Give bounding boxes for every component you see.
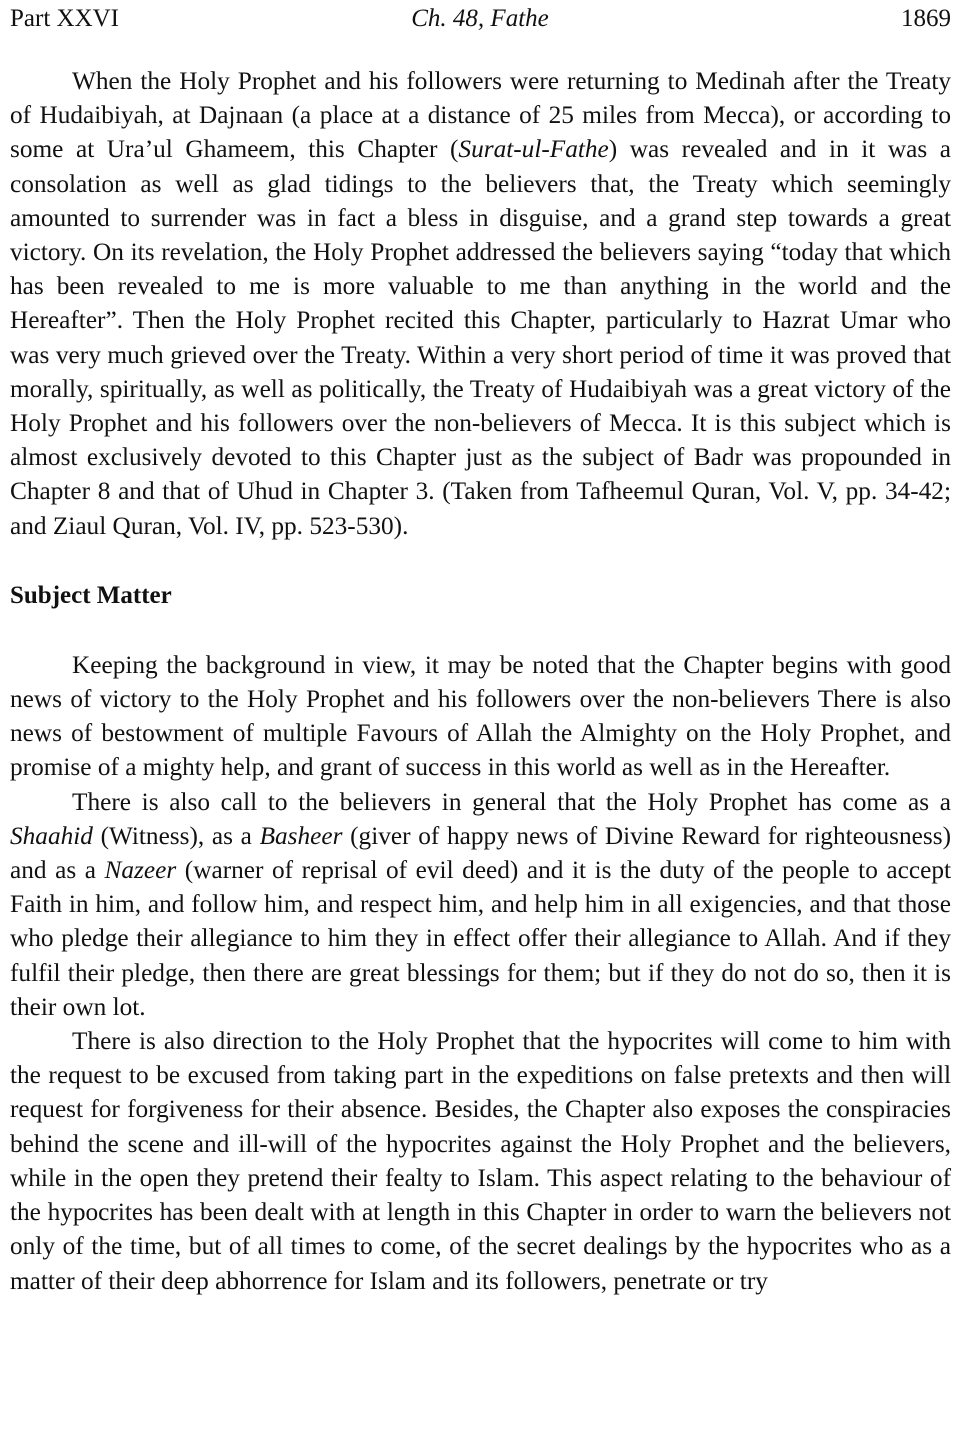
p2-text-3: (giver of happy news of Divine Reward for righteousness) and as a (10, 821, 951, 885)
intro-text-2: ) was revealed and in it was a consolation as well as glad tidings to the believers that, the Treaty which seemingly amounted to surrender was in fact a bless in disguise, and a grand step towards a great victory. On its revelation, the Holy Prophet addressed the believers saying “today that which has been revealed to me is more valuable to me than anything in the world and the Hereafter”. Then the Holy Prophet recited this Chapter, particularly to Hazrat Umar who was very much grieved over the Treaty. Within a very short period of time it was proved that morally, spiritually, as well as politically, the Treaty of Hudaibiyah was a great victory of the Holy Prophet and his followers over the non-believers of Mecca. It is this subject which is almost exclusively devoted to this Chapter just as the subject of Badr was propounded in Chapter 8 and that of Uhud in Chapter 3. (Taken from Tafheemul Quran, Vol. V, pp. 34-42; and Ziaul Quran, Vol. IV, pp. 523-530). (10, 135, 952, 540)
subject-paragraph-1: Keeping the background in view, it may be noted that the Chapter begins with good news of victory to the Holy Prophet and his followers over the non-believers There is also news of bestowment of multiple Favours of Allah the Almighty on the Holy Prophet, and promise of a mighty help, and grant of success in this world as well as in the Hereafter. (10, 650, 951, 782)
body-text (10, 64, 951, 1298)
running-head (10, 0, 951, 36)
page-number: 1869 (901, 5, 951, 32)
intro-paragraph (10, 64, 951, 543)
section-heading: Subject Matter (10, 581, 172, 609)
p2-text-4: (warner of reprisal of evil deed) and it is the duty of the people to accept Faith in him, and follow him, and respect him, and help him in all exigencies, and that those who pledge their allegiance to him they in effect offer their allegiance to Allah. And if they fulfil their pledge, then there are great blessings for them; but if they do not do so, then it is their own lot. (10, 856, 951, 1021)
intro-text-1: When the Holy Prophet and his followers were returning to Medinah after the Treaty of Hudaibiyah, at Dajnaan (a place at a distance of 25 miles from Mecca), or according to some at Ura’ul Ghameem, this Chapter ( (10, 67, 951, 164)
intro-italic-term: Surat-ul-Fathe (458, 135, 609, 164)
term-shaahid: Shaahid (10, 821, 93, 850)
subject-paragraph-2 (10, 785, 951, 1024)
term-basheer: Basheer (259, 821, 343, 850)
term-nazeer: Nazeer (104, 856, 177, 885)
p2-text-2: (Witness), as a (92, 821, 260, 850)
p2-text-1: There is also call to the believers in general that the Holy Prophet has come as a (72, 787, 951, 816)
subject-paragraph-3: There is also direction to the Holy Prophet that the hypocrites will come to him with the request to be excused from taking part in the expeditions on false pretexts and then will request for forgiveness for their absence. Besides, the Chapter also exposes the conspiracies behind the scene and ill-will of the hypocrites against the Holy Prophet and the believers, while in the open they pretend their fealty to Islam. This aspect relating to the behaviour of the hypocrites has been dealt with at length in this Chapter in order to warn the believers not only of the time, but of all times to come, of the secret dealings by the hypocrites who as a matter of their deep abhorrence for Islam and its followers, penetrate or try (10, 1027, 951, 1295)
chapter-title: Ch. 48, Fathe (411, 5, 549, 32)
part-label: Part XXVI (10, 5, 120, 32)
